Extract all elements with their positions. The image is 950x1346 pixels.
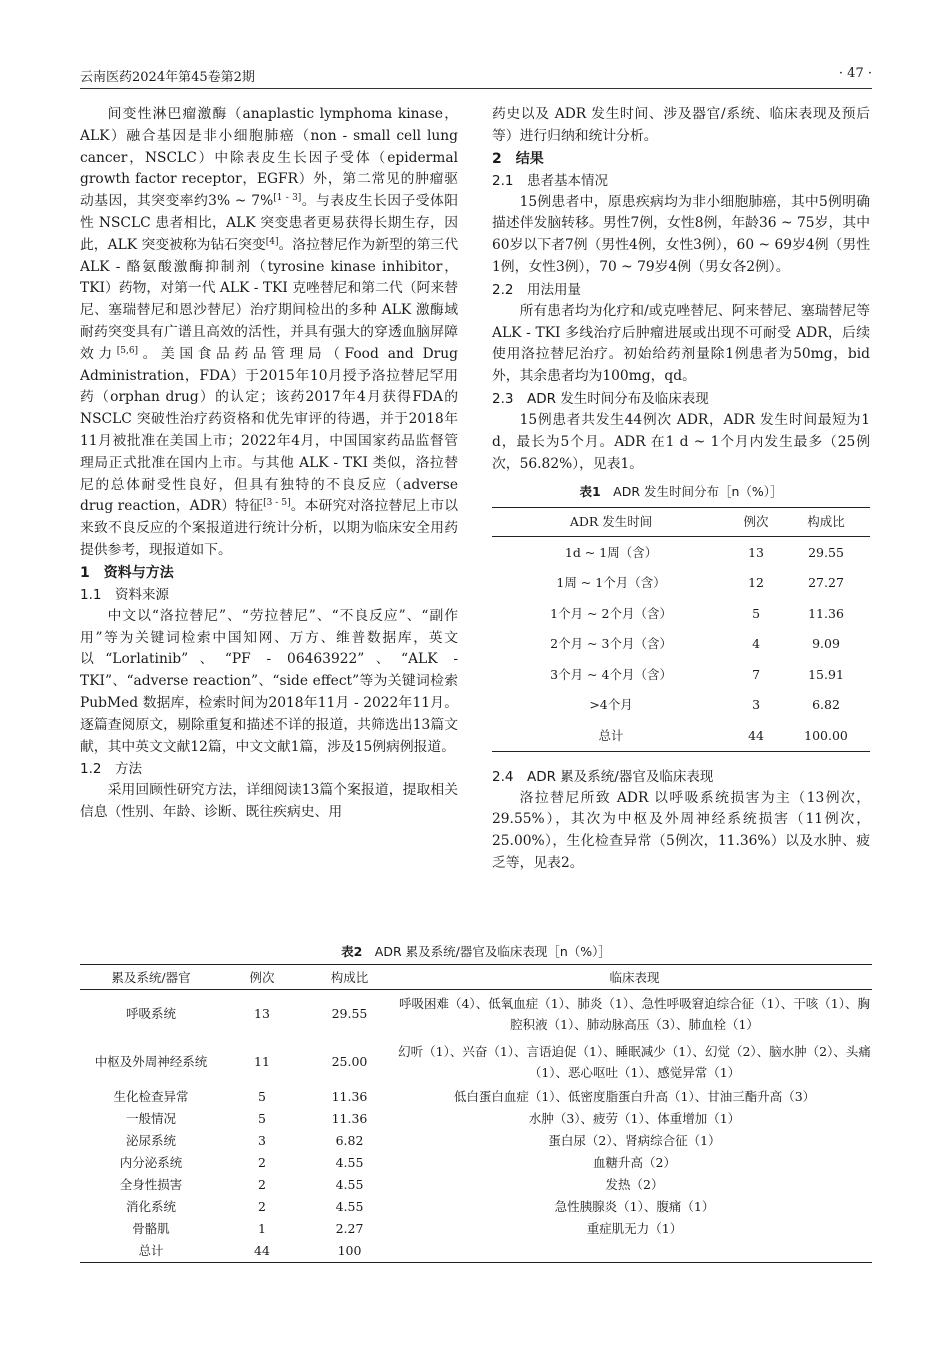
table1 bbox=[492, 507, 870, 752]
table2-block bbox=[80, 936, 872, 1263]
method-paragraph-cont: 药史以及 ADR 发生时间、涉及器官/系统、临床表现及预后等）进行归纳和统计分析。 bbox=[492, 106, 870, 144]
table-row: 生化检查异常 5 11.36 低白蛋白血症（1）、低密度脂蛋白升高（1）、甘油三酯升高（3） bbox=[113, 1089, 816, 1104]
table-row: 内分泌系统 2 4.55 血糖升高（2） bbox=[119, 1155, 676, 1170]
adr-system-paragraph: 洛拉替尼所致 ADR 以呼吸系统损害为主（13例次，29.55%），其次为中枢及外周神经系统损害（11例次，25.00%），生化检查异常（5例次，11.36%）以及水肿、疲乏等，见表2。 bbox=[492, 789, 870, 872]
section-2-4-heading: 2.4 ADR 累及系统/器官及临床表现 bbox=[492, 768, 714, 785]
section-2-heading: 2 结果 bbox=[492, 150, 544, 167]
table2-header: 累及系统/器官 bbox=[80, 965, 222, 990]
section-1-heading: 1 资料与方法 bbox=[80, 564, 174, 581]
table-row: >4个月 3 6.82 bbox=[589, 697, 840, 712]
table-row: 中枢及外周神经系统 11 25.00 幻听（1）、兴奋（1）、言语迫促（1）、睡眠减少（1）、幻觉（2）、脑水肿（2）、头痛（1）、恶心呕吐（1）、感觉异常（1） bbox=[94, 1044, 871, 1080]
adr-time-paragraph: 15例患者共发生44例次 ADR，ADR 发生时间最短为1 d，最长为5个月。ADR 在1 d ~ 1个月内发生最多（25例次，56.82%），见表1。 bbox=[492, 411, 870, 472]
table-row: 消化系统 2 4.55 急性胰腺炎（1）、腹痛（1） bbox=[125, 1199, 715, 1214]
section-2-1-heading: 2.1 患者基本情况 bbox=[492, 172, 608, 189]
data-source-paragraph: 中文以“洛拉替尼”、“劳拉替尼”、“不良反应”、“副作用”等为关键词检索中国知网、万方、维普数据库，英文以“Lorlatinib”、“PF - 06463922”、“ALK - TKI”、“adverse reaction”、“side effect”等为关键词检索 PubMed 数据库，检索时间为2018年11月 - 2022年11月。逐篇查阅原文，剔除重复和描述不详的报道，共筛选出13篇文献，其中英文文献12篇，中文文献1篇，涉及15例病例报道。 bbox=[80, 607, 458, 755]
table1-header: 构成比 bbox=[782, 508, 870, 537]
left-column bbox=[80, 104, 458, 824]
table-row-total: 总计 44 100 bbox=[138, 1243, 362, 1258]
running-header bbox=[80, 66, 872, 85]
section-2-2-heading: 2.2 用法用量 bbox=[492, 281, 581, 298]
section-1-2-heading: 1.2 方法 bbox=[80, 761, 142, 778]
intro-paragraph: 间变性淋巴瘤激酶（anaplastic lymphoma kinase，ALK）融合基因是非小细胞肺癌（non - small cell lung cancer，NSCLC）中除表皮生长因子受体（epidermal growth factor receptor，EGFR）外，第二常见的肿瘤驱动基因，其突变率约3% ~ 7%[1 - 3]。与表皮生长因子受体阳性 NSCLC 患者相比，ALK 突变患者更易获得长期生存，因此，ALK 突变被称为钻石突变[4]。洛拉替尼作为新型的第三代 ALK - 酪氨酸激酶抑制剂（tyrosine kinase inhibitor，TKI）药物，对第一代 ALK - TKI 克唑替尼和第二代（阿来替尼、塞瑞替尼和恩沙替尼）治疗期间检出的多种 ALK 激酶域耐药突变具有广谱且高效的活性，并具有强大的穿透血脑屏障效力[5,6]。美国食品药品管理局（Food and Drug Administration，FDA）于2015年10月授予洛拉替尼罕用药（orphan drug）的认定；该药2017年4月获得FDA的 NSCLC 突破性治疗药资格和优先审评的待遇，并于2018年11月被批准在美国上市；2022年4月，中国国家药品监督管理局正式批准在国内上市。与其他 ALK - TKI 类似，洛拉替尼的总体耐受性良好，但具有独特的不良反应（adverse drug reaction，ADR）特征[3 - 5]。本研究对洛拉替尼上市以来致不良反应的个案报道进行统计分析，以期为临床安全用药提供参考，现报道如下。 bbox=[80, 106, 459, 558]
table-row: 2个月 ~ 3个月（含） 4 9.09 bbox=[550, 636, 840, 651]
table1-caption: 表1 ADR 发生时间分布［n（%）］ bbox=[579, 484, 783, 500]
table2-header: 临床表现 bbox=[397, 965, 872, 990]
right-column bbox=[492, 104, 870, 875]
section-1-1-heading: 1.1 资料来源 bbox=[80, 586, 169, 603]
table-row: 全身性损害 2 4.55 发热（2） bbox=[119, 1177, 664, 1192]
table-row: 泌尿系统 3 6.82 蛋白尿（2）、肾病综合征（1） bbox=[125, 1133, 721, 1148]
journal-title: 云南医药2024年第45卷第2期 bbox=[80, 70, 255, 85]
table-row: 1个月 ~ 2个月（含） 5 11.36 bbox=[550, 605, 844, 621]
table-row: 骨骼肌 1 2.27 重症肌无力（1） bbox=[132, 1221, 683, 1236]
table-row: 呼吸系统 13 29.55 呼吸困难（4）、低氧血症（1）、肺炎（1）、急性呼吸窘迫综合征（1）、干咳（1）、胸腔积液（1）、肺动脉高压（3）、肺血栓（1） bbox=[125, 996, 871, 1032]
table2 bbox=[80, 964, 872, 1263]
table2-header: 构成比 bbox=[302, 965, 397, 990]
table-row: 3个月 ~ 4个月（含） 7 15.91 bbox=[550, 666, 844, 682]
method-paragraph: 采用回顾性研究方法，详细阅读13篇个案报道，提取相关信息（性别、年龄、诊断、既往疾病史、用 bbox=[80, 782, 458, 821]
table-row-total: 总计 44 100.00 bbox=[598, 727, 848, 743]
table2-header: 例次 bbox=[222, 965, 302, 990]
table1-header: ADR 发生时间 bbox=[492, 508, 730, 537]
section-2-3-heading: 2.3 ADR 发生时间分布及临床表现 bbox=[492, 390, 709, 407]
dosage-paragraph: 所有患者均为化疗和/或克唑替尼、阿来替尼、塞瑞替尼等 ALK - TKI 多线治疗后肿瘤进展或出现不可耐受 ADR，后续使用洛拉替尼治疗。初始给药剂量除1例患者为50mg，bid外，其余患者均为100mg，qd。 bbox=[492, 302, 870, 385]
page-number: · 47 · bbox=[838, 66, 872, 81]
header-rule bbox=[80, 88, 872, 89]
table-row: 1d ~ 1周（含） 13 29.55 bbox=[564, 544, 844, 560]
table1-header: 例次 bbox=[730, 508, 782, 537]
patient-info-paragraph: 15例患者中，原患疾病均为非小细胞肺癌，其中5例明确描述伴发脑转移。男性7例，女性8例，年龄36 ~ 75岁，其中60岁以下者7例（男性4例，女性3例），60 ~ 69岁4例（男性1例，女性3例），70 ~ 79岁4例（男女各2例）。 bbox=[492, 193, 870, 275]
table2-caption: 表2 ADR 累及系统/器官及临床表现［n（%）］ bbox=[341, 944, 611, 959]
table-row: 1周 ~ 1个月（含） 12 27.27 bbox=[556, 575, 844, 590]
table-row: 一般情况 5 11.36 水肿（3）、疲劳（1）、体重增加（1） bbox=[125, 1111, 741, 1126]
